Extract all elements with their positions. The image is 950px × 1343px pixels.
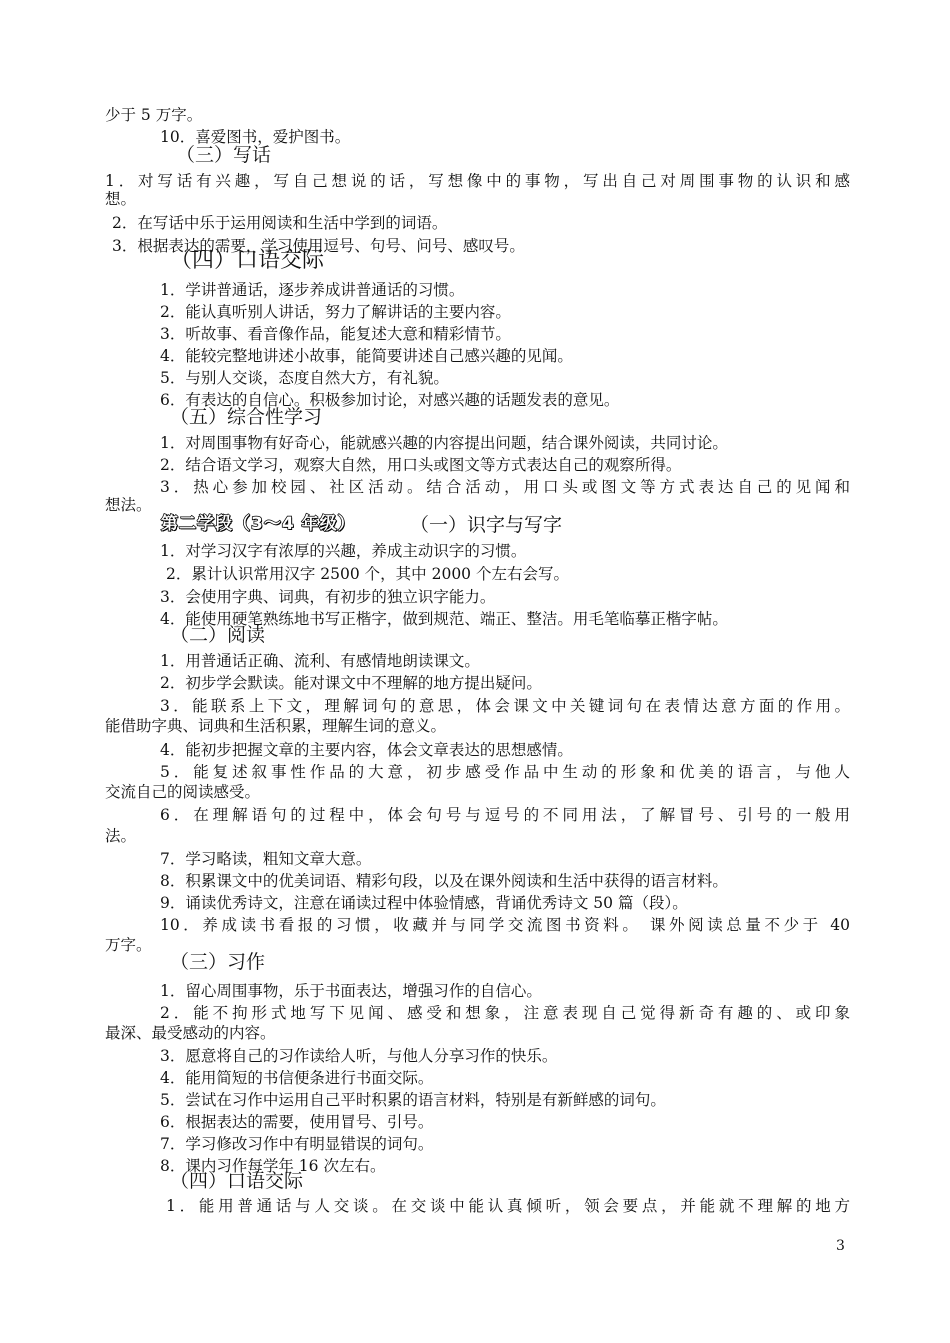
list-item: 2．能不拘形式地写下见闻、感受和想象，注意表现自己觉得新奇有趣的、或印象 [160, 1004, 850, 1022]
list-item: 4．能用简短的书信便条进行书面交际。 [160, 1069, 434, 1087]
list-item: 8．课内习作每学年 16 次左右。 [160, 1157, 386, 1175]
list-item: 6．在理解语句的过程中，体会句号与逗号的不同用法，了解冒号、引号的一般用 [160, 806, 850, 824]
list-item: 5．尝试在习作中运用自己平时积累的语言材料，特别是有新鲜感的词句。 [160, 1091, 666, 1109]
section-heading-writing: （三）写话 [176, 144, 272, 166]
list-item: 10．养成读书看报的习惯，收藏并与同学交流图书资料。 课外阅读总量不少于 40 [160, 916, 850, 934]
list-item: 3．会使用字典、词典，有初步的独立识字能力。 [160, 588, 496, 606]
list-item: 4．能使用硬笔熟练地书写正楷字，做到规范、端正、整洁。用毛笔临摹正楷字帖。 [160, 610, 728, 628]
list-item: 1．对写话有兴趣，写自己想说的话，写想像中的事物，写出自己对周围事物的认识和感 [105, 172, 850, 190]
list-item: 2．结合语文学习，观察大自然，用口头或图文等方式表达自己的观察所得。 [160, 456, 682, 474]
section-heading-comprehensive: （五）综合性学习 [170, 406, 323, 428]
text-line: 交流自己的阅读感受。 [105, 783, 261, 801]
list-item: 2．在写话中乐于运用阅读和生活中学到的词语。 [112, 214, 448, 232]
list-item: 3．能联系上下文，理解词句的意思，体会课文中关键词句在表情达意方面的作用。 [160, 697, 850, 715]
list-item: 4．能较完整地讲述小故事，能简要讲述自己感兴趣的见闻。 [160, 347, 573, 365]
text-line: 少于 5 万字。 [105, 106, 203, 124]
list-item: 1．对学习汉字有浓厚的兴趣，养成主动识字的习惯。 [160, 542, 527, 560]
text-line: 万字。 [105, 936, 152, 954]
list-item: 9．诵读优秀诗文，注意在诵读过程中体验情感，背诵优秀诗文 50 篇（段）。 [160, 894, 688, 912]
list-item: 3．热心参加校园、社区活动。结合活动，用口头或图文等方式表达自己的见闻和 [160, 478, 850, 496]
list-item: 6．根据表达的需要，使用冒号、引号。 [160, 1113, 434, 1131]
section-heading-composition: （三）习作 [170, 951, 266, 973]
list-item: 1．用普通话正确、流利、有感情地朗读课文。 [160, 652, 480, 670]
list-item: 1．对周围事物有好奇心，能就感兴趣的内容提出问题，结合课外阅读，共同讨论。 [160, 434, 728, 452]
list-item: 10．喜爱图书，爱护图书。 [160, 128, 351, 146]
text-line: 想。 [105, 190, 137, 208]
list-item: 3．听故事、看音像作品，能复述大意和精彩情节。 [160, 325, 511, 343]
list-item: 4．能初步把握文章的主要内容，体会文章表达的思想感情。 [160, 741, 573, 759]
section-heading-oral: （四）口语交际 [170, 248, 325, 273]
list-item: 7．学习修改习作中有明显错误的词句。 [160, 1135, 434, 1153]
stage-heading: 第二学段（3～4 年级） [161, 514, 356, 534]
section-heading-reading: （二）阅读 [170, 624, 266, 646]
list-item: 3．根据表达的需要，学习使用逗号、句号、问号、感叹号。 [112, 237, 525, 255]
list-item: 5．与别人交谈，态度自然大方，有礼貌。 [160, 369, 449, 387]
list-item: 7．学习略读，粗知文章大意。 [160, 850, 372, 868]
list-item: 2．能认真听别人讲话，努力了解讲话的主要内容。 [160, 303, 511, 321]
text-line: 能借助字典、词典和生活积累，理解生词的意义。 [105, 717, 447, 735]
list-item: 8．积累课文中的优美词语、精彩句段，以及在课外阅读和生活中获得的语言材料。 [160, 872, 728, 890]
list-item: 1．能用普通话与人交谈。在交谈中能认真倾听，领会要点，并能就不理解的地方 [166, 1197, 850, 1215]
page-number: 3 [836, 1238, 845, 1254]
list-item: 1．留心周围事物，乐于书面表达，增强习作的自信心。 [160, 982, 542, 1000]
list-item: 1．学讲普通话，逐步养成讲普通话的习惯。 [160, 281, 465, 299]
list-item: 6．有表达的自信心。积极参加讨论，对感兴趣的话题发表的意见。 [160, 391, 620, 409]
list-item: 2．累计认识常用汉字 2500 个，其中 2000 个左右会写。 [166, 565, 569, 583]
text-line: 法。 [105, 827, 137, 845]
text-line: 想法。 [105, 496, 152, 514]
section-heading-characters: （一）识字与写字 [410, 514, 563, 536]
list-item: 2．初步学会默读。能对课文中不理解的地方提出疑问。 [160, 674, 542, 692]
section-heading-oral-2: （四）口语交际 [170, 1170, 304, 1192]
list-item: 3．愿意将自己的习作读给人听，与他人分享习作的快乐。 [160, 1047, 558, 1065]
text-line: 最深、最受感动的内容。 [105, 1024, 276, 1042]
list-item: 5．能复述叙事性作品的大意，初步感受作品中生动的形象和优美的语言，与他人 [160, 763, 850, 781]
